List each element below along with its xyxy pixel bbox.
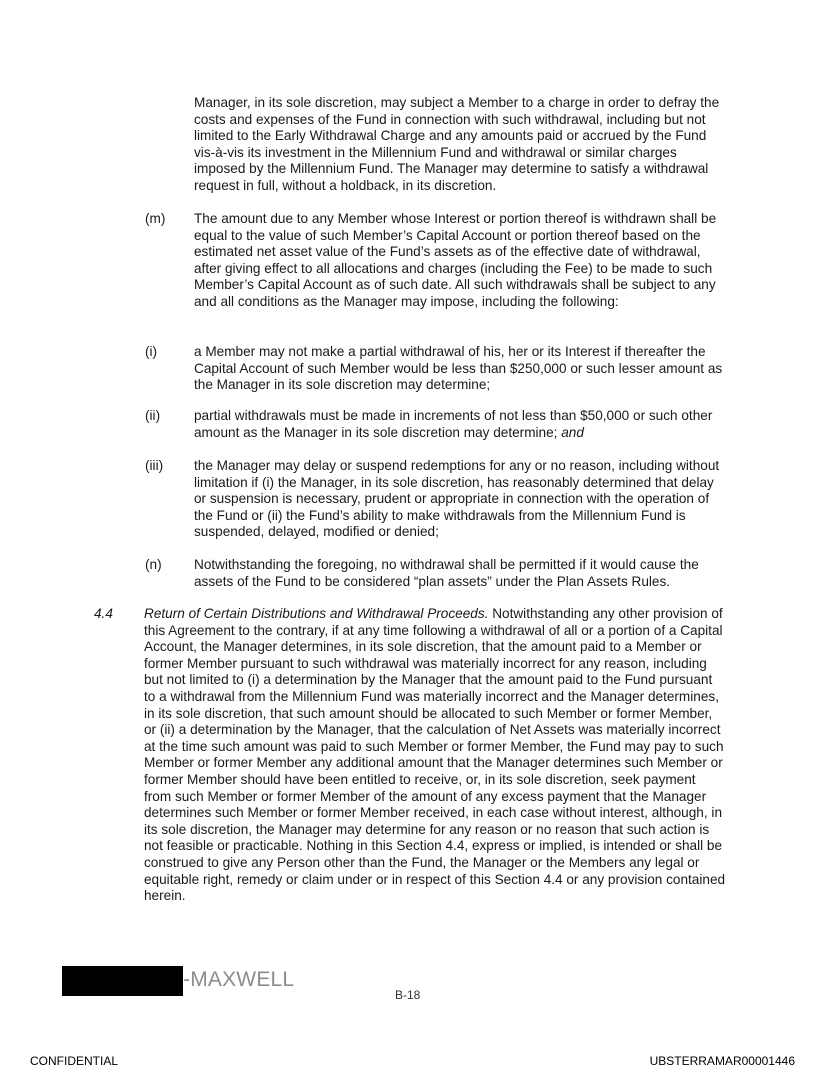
- clause-m-text: The amount due to any Member whose Interest or portion thereof is withdrawn shall be equal to the value of such Member’s Capital Account or portion thereof based on the estimated net asset value of the Fund’s assets as of the effective date of withdrawal, after giving effect to all allocations and charges (including the Fee) to be made to such Member’s Capital Account as of such date. All such withdrawals shall be subject to any and all conditions as the Manager may impose, including the following:: [194, 211, 717, 309]
- section-4-4-label: 4.4: [94, 606, 113, 621]
- page-number: B-18: [395, 988, 421, 1002]
- clause-n-text: Notwithstanding the foregoing, no withdrawal shall be permitted if it would cause the assets of the Fund to be considered “plan assets” under the Plan Assets Rules.: [194, 557, 699, 589]
- clause-ii-label: (ii): [145, 408, 161, 423]
- clause-m-label: (m): [145, 211, 166, 226]
- intro-text: Manager, in its sole discretion, may subject a Member to a charge in order to defray the costs and expenses of the Fund in connection with such withdrawal, including but not limited to the Early Withdrawal Charge and any amounts paid or accrued by the Fund vis-à-vis its investment in the Millennium Fund and withdrawal or similar charges imposed by the Millennium Fund. The Manager may determine to satisfy a withdrawal request in full, without a holdback, in its discretion.: [194, 95, 720, 193]
- clause-n-label: (n): [145, 557, 162, 572]
- section-4-4-text: Notwithstanding any other provision of this Agreement to the contrary, if at any time following a withdrawal of all or a portion of a Capital Account, the Manager determines, in its sole discretion, that the amount paid to a Member or former Member pursuant to such withdrawal was materially incorrect for any reason, including but not limited to (i) a determination by the Manager that the amount paid to the Fund pursuant to a withdrawal from the Millennium Fund was materially incorrect and the Manager determines, in its sole discretion, that such amount should be allocated to such Member or former Member, or (ii) a determination by the Manager, that the calculation of Net Assets was materially incorrect at the time such amount was paid to such Member or former Member, the Fund may pay to such Member or former Member any additional amount that the Manager determines such Member or former Member should have been entitled to receive, or, in its sole discretion, seek payment from such Member or former Member of the amount of any excess payment that the Manager determines such Member or former Member received, in each case without interest, although, in its sole discretion, the Manager may determine for any reason or no reason that such action is not feasible or practicable. Nothing in this Section 4.4, express or implied, is intended or shall be construed to give any Person other than the Fund, the Manager or the Members any legal or equitable right, remedy or claim under or in respect of this Section 4.4 or any provision contained herein.: [144, 606, 726, 904]
- clause-iii-text: the Manager may delay or suspend redemptions for any or no reason, including without limitation if (i) the Manager, in its sole discretion, has reasonably determined that delay or suspension is necessary, prudent or appropriate in connection with the operation of the Fund or (ii) the Fund’s ability to make withdrawals from the Millennium Fund is suspended, delayed, modified or denied;: [194, 458, 720, 540]
- confidential-label: CONFIDENTIAL: [30, 1054, 119, 1068]
- footer-stamp: -MAXWELL: [183, 968, 295, 991]
- section-4-4-heading: Return of Certain Distributions and Withdrawal Proceeds.: [144, 606, 489, 621]
- section-4-4-paragraph: [144, 606, 726, 905]
- intro-paragraph: [194, 95, 726, 195]
- bates-number: UBSTERRAMAR00001446: [649, 1054, 795, 1068]
- clause-i-text: a Member may not make a partial withdrawal of his, her or its Interest if thereafter the Capital Account of such Member would be less than $250,000 or such lesser amount as the Manager in its sole discretion may determine;: [194, 344, 723, 393]
- clause-ii-text: partial withdrawals must be made in increments of not less than $50,000 or such other amount as the Manager in its sole discretion may determine;: [194, 408, 713, 440]
- clause-ii-paragraph: [194, 408, 726, 441]
- redaction-box: [62, 966, 183, 996]
- clause-iii-label: (iii): [145, 458, 164, 473]
- clause-ii-tail: and: [561, 424, 584, 440]
- clause-i-label: (i): [145, 344, 158, 359]
